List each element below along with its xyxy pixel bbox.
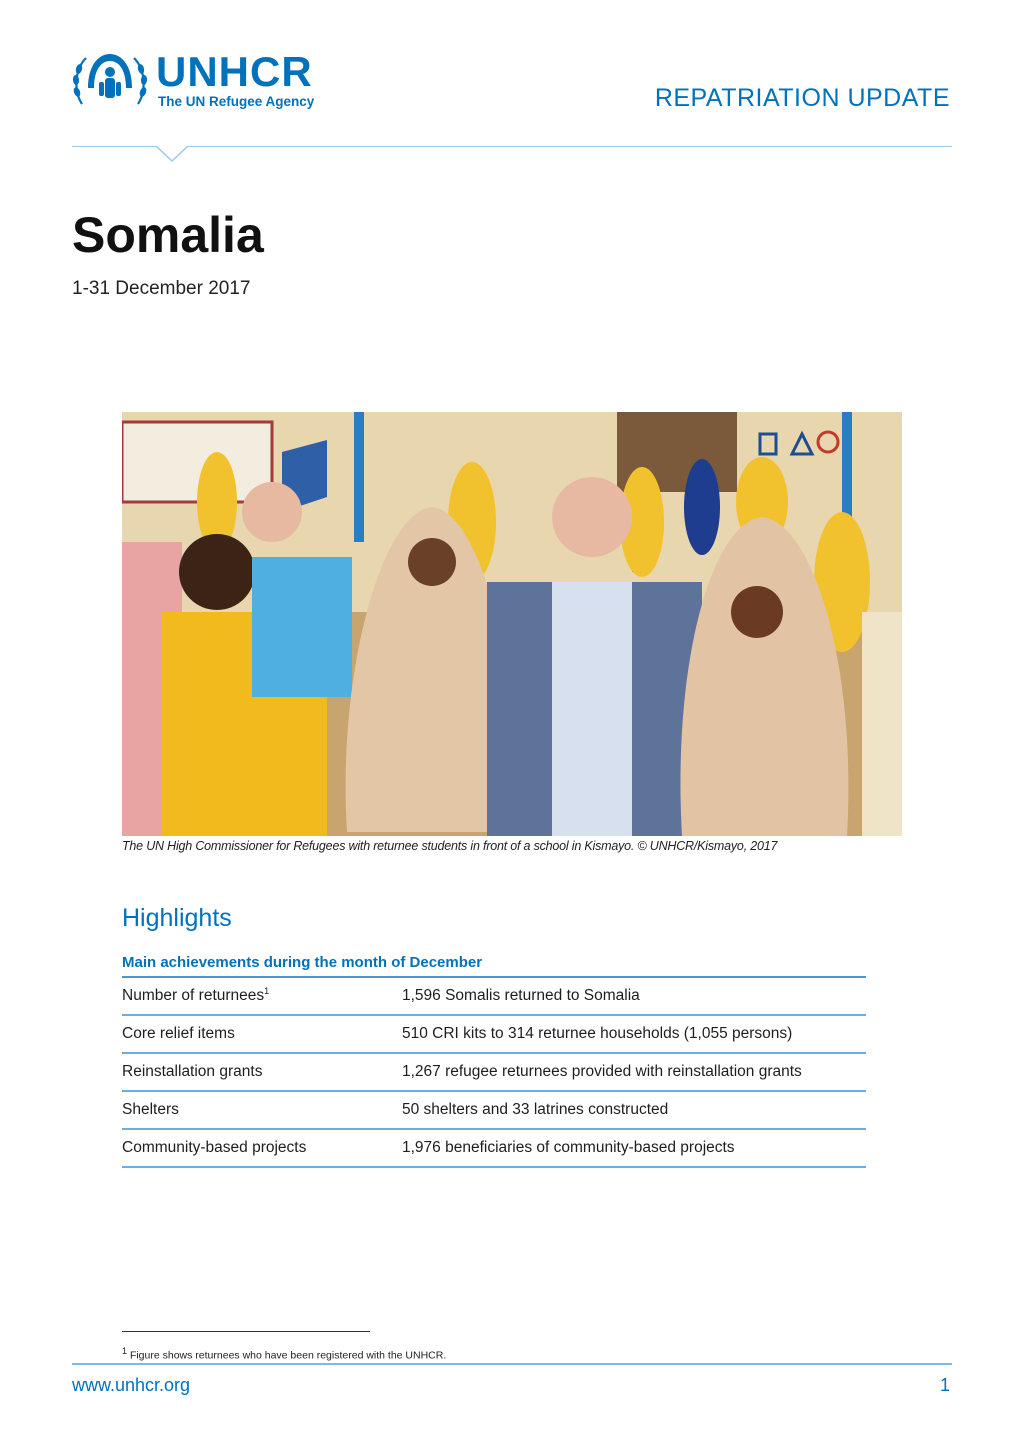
row-value: 1,267 refugee returnees provided with reinstallation grants [402, 1063, 802, 1080]
table-caption: Main achievements during the month of December [122, 954, 866, 978]
logo-name: UNHCR [156, 48, 313, 95]
row-value: 50 shelters and 33 latrines constructed [402, 1101, 669, 1118]
footer-divider [72, 1363, 952, 1365]
photo-caption: The UN High Commissioner for Refugees with returnee students in front of a school in Kismayo. © UNHCR/Kismayo, 2017 [122, 839, 778, 853]
row-label-text: Core relief items [122, 1025, 235, 1042]
row-value: 1,596 Somalis returned to Somalia [402, 987, 640, 1004]
row-label-text: Reinstallation grants [122, 1063, 263, 1080]
row-label [122, 1063, 402, 1081]
table-row [122, 1054, 866, 1092]
row-label [122, 1025, 402, 1043]
footnote-reference[interactable]: 1 [264, 986, 270, 997]
table-row [122, 1130, 866, 1168]
table-row [122, 978, 866, 1016]
table-row [122, 1092, 866, 1130]
cover-photo [122, 412, 902, 836]
document-type-label: REPATRIATION UPDATE [654, 84, 950, 112]
footnote-divider [122, 1331, 370, 1332]
table-body [122, 978, 866, 1168]
page-title: Somalia [72, 207, 264, 263]
footer-link[interactable]: www.unhcr.org [72, 1375, 191, 1395]
logo-tagline: The UN Refugee Agency [158, 94, 315, 109]
cover-photo-illustration [122, 412, 902, 836]
section-heading-highlights: Highlights [122, 904, 232, 932]
row-label [122, 1139, 402, 1157]
highlights-table [122, 954, 866, 1168]
unhcr-logo [72, 48, 352, 112]
footnote [122, 1346, 446, 1362]
row-value: 510 CRI kits to 314 returnee households (1,055 persons) [402, 1025, 793, 1042]
row-label [122, 1101, 402, 1119]
unhcr-emblem-icon [72, 48, 148, 112]
page-number: 1 [939, 1375, 950, 1395]
row-label-text: Shelters [122, 1101, 179, 1118]
row-label-text: Number of returnees [122, 987, 265, 1005]
chevron-down-icon [155, 146, 189, 163]
table-row [122, 1016, 866, 1054]
footnote-marker: 1 [122, 1346, 128, 1356]
reporting-period: 1-31 December 2017 [72, 278, 251, 299]
header-divider [72, 146, 952, 147]
row-label-text: Community-based projects [122, 1139, 307, 1156]
row-label [122, 986, 402, 1005]
row-value: 1,976 beneficiaries of community-based projects [402, 1139, 735, 1156]
footnote-text: Figure shows returnees who have been registered with the UNHCR. [129, 1349, 447, 1362]
